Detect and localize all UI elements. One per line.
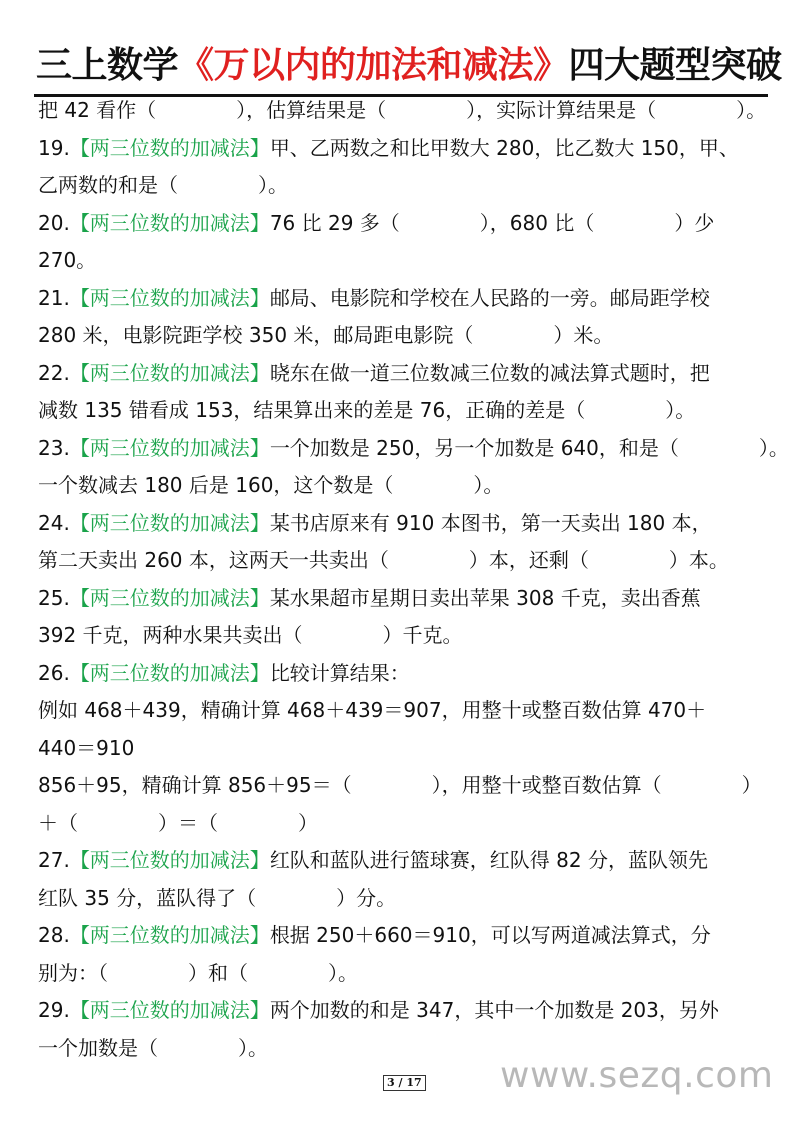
topic-tag: 【两三位数的加减法】	[69, 998, 270, 1022]
line-text: 两个加数的和是 347，其中一个加数是 203，另外	[269, 998, 719, 1022]
title-highlight: 《万以内的加法和减法》	[178, 45, 569, 86]
topic-tag: 【两三位数的加减法】	[69, 660, 270, 685]
question-line	[38, 430, 789, 468]
line-text: 别为：（ ）和（ ）。	[38, 960, 358, 985]
line-text: ＋（ ）＝（ ）	[38, 810, 318, 835]
topic-tag: 【两三位数的加减法】	[69, 510, 270, 535]
line-text: 晓东在做一道三位数减三位数的减法算式题时，把	[269, 360, 710, 385]
question-line	[38, 355, 768, 393]
page-title	[36, 38, 782, 94]
line-text: 一个加数是 250，另一个加数是 640，和是（ ）。	[269, 435, 789, 460]
line-text: 440＝910	[38, 735, 135, 760]
question-list	[38, 92, 789, 1067]
line-text: 856＋95，精确计算 856＋95＝（ ），用整十或整百数估算（ ）	[38, 773, 762, 797]
watermark: www.sezq.com	[500, 1055, 774, 1096]
line-text: 邮局、电影院和学校在人民路的一旁。邮局距学校	[269, 285, 710, 310]
line-text: 红队 35 分，蓝队得了（ ）分。	[38, 885, 397, 910]
topic-tag: 【两三位数的加减法】	[69, 285, 270, 310]
page-number: 3 / 17	[383, 1075, 426, 1091]
question-line	[38, 655, 768, 693]
topic-tag: 【两三位数的加减法】	[69, 923, 270, 947]
text-line	[38, 92, 768, 130]
title-suffix: 四大题型突破	[568, 45, 782, 86]
question-number: 29.	[38, 998, 70, 1022]
line-text: 比较计算结果：	[269, 660, 410, 685]
topic-tag: 【两三位数的加减法】	[69, 210, 270, 235]
topic-tag: 【两三位数的加减法】	[69, 848, 270, 872]
text-line	[38, 767, 768, 805]
question-number: 24.	[38, 510, 70, 535]
question-number: 23.	[38, 435, 70, 460]
line-text: 甲、乙两数之和比甲数大 280，比乙数大 150，甲、	[269, 135, 739, 160]
line-text: 第二天卖出 260 本，这两天一共卖出（ ）本，还剩（ ）本。	[38, 548, 729, 572]
line-text: 280 米，电影院距学校 350 米，邮局距电影院（ ）米。	[38, 323, 614, 347]
line-text: 红队和蓝队进行篮球赛，红队得 82 分，蓝队领先	[269, 848, 708, 872]
text-line	[38, 617, 768, 655]
question-line	[38, 130, 768, 168]
question-line	[38, 280, 768, 318]
text-line	[38, 167, 768, 205]
title-prefix: 三上数学	[36, 45, 179, 86]
text-line	[38, 467, 768, 505]
line-text: 减数 135 错看成 153，结果算出来的差是 76，正确的差是（ ）。	[38, 398, 696, 422]
line-text: 根据 250＋660＝910，可以写两道减法算式，分	[269, 923, 711, 947]
text-line	[38, 955, 768, 993]
line-text: 乙两数的和是（ ）。	[38, 173, 288, 197]
line-text: 例如 468＋439，精确计算 468＋439＝907，用整十或整百数估算 470＋	[38, 698, 707, 722]
line-text: 270。	[38, 248, 97, 272]
line-text: 某水果超市星期日卖出苹果 308 千克，卖出香蕉	[269, 585, 701, 610]
line-text: 一个加数是（ ）。	[38, 1035, 268, 1060]
question-line	[38, 505, 768, 543]
question-number: 26.	[38, 660, 70, 685]
text-line	[38, 880, 768, 918]
question-number: 25.	[38, 585, 70, 610]
question-number: 19.	[38, 135, 70, 160]
question-number: 22.	[38, 360, 70, 385]
text-line	[38, 542, 768, 580]
topic-tag: 【两三位数的加减法】	[69, 360, 270, 385]
text-line	[38, 805, 768, 843]
question-number: 28.	[38, 923, 70, 947]
text-line	[38, 730, 768, 768]
line-text: 76 比 29 多（ ），680 比（ ）少	[269, 210, 715, 235]
line-text: 把 42 看作（ ），估算结果是（ ），实际计算结果是（ ）。	[38, 98, 767, 122]
text-line	[38, 317, 768, 355]
question-number: 20.	[38, 210, 70, 235]
question-line	[38, 580, 768, 618]
line-text: 一个数减去 180 后是 160，这个数是（ ）。	[38, 473, 504, 497]
question-number: 27.	[38, 848, 70, 872]
topic-tag: 【两三位数的加减法】	[69, 435, 270, 460]
question-line	[38, 917, 768, 955]
question-line	[38, 992, 768, 1030]
question-number: 21.	[38, 285, 70, 310]
text-line	[38, 692, 768, 730]
topic-tag: 【两三位数的加减法】	[69, 585, 270, 610]
question-line	[38, 842, 768, 880]
topic-tag: 【两三位数的加减法】	[69, 135, 270, 160]
line-text: 392 千克，两种水果共卖出（ ）千克。	[38, 623, 463, 647]
text-line	[38, 392, 768, 430]
text-line	[38, 242, 768, 280]
question-line	[38, 205, 768, 243]
line-text: 某书店原来有 910 本图书，第一天卖出 180 本，	[269, 510, 712, 535]
